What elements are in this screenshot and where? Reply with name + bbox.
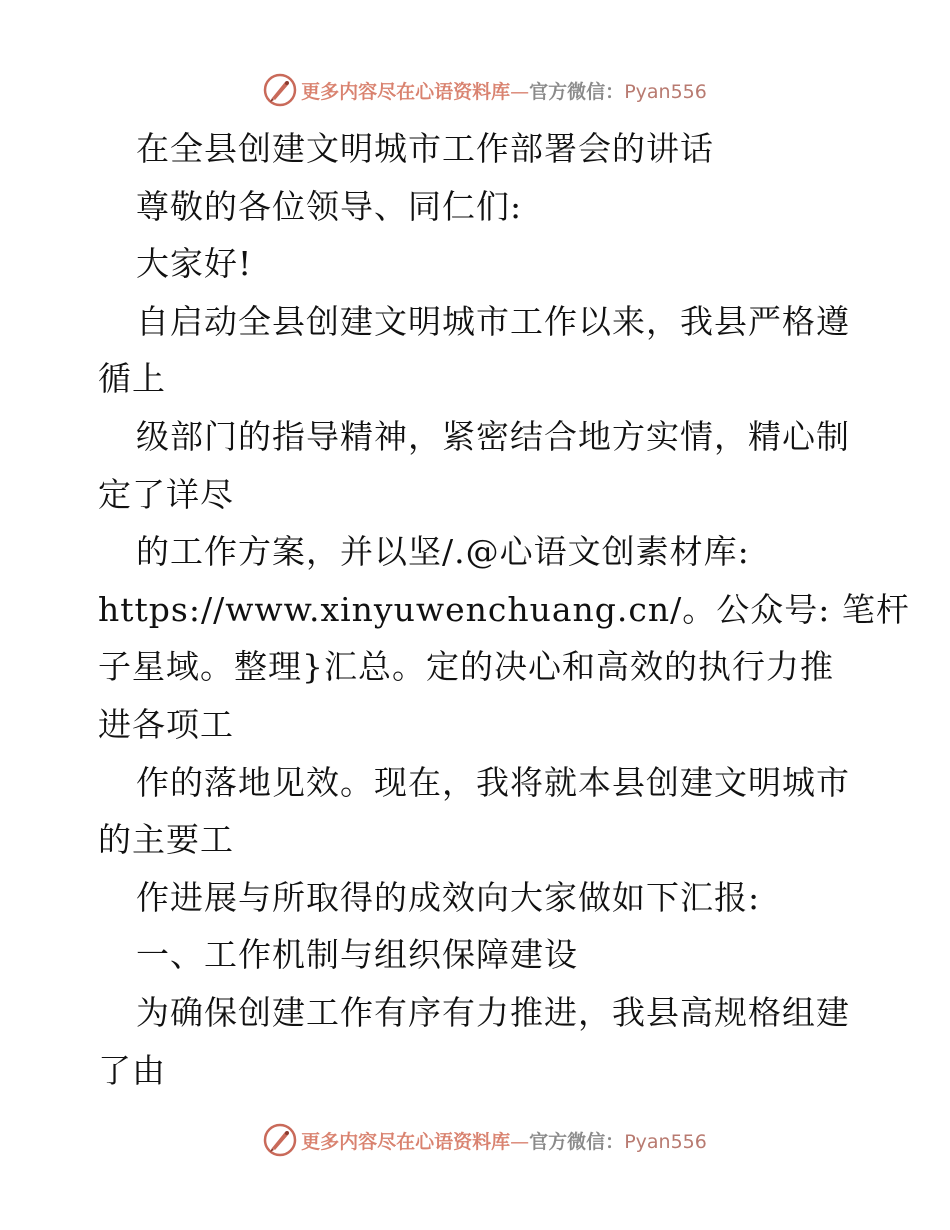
paragraph-line: 定了详尽 xyxy=(98,474,234,514)
watermark-suffix: 官方微信： xyxy=(529,1130,625,1153)
header-watermark-banner xyxy=(0,70,950,110)
quill-pen-logo-icon xyxy=(263,73,297,107)
paragraph-line: 一、工作机制与组织保障建设 xyxy=(136,935,578,975)
watermark-text xyxy=(301,1127,707,1154)
paragraph-line: 作的落地见效。现在，我将就本县创建文明城市 xyxy=(136,762,850,802)
paragraph-line: 的主要工 xyxy=(98,820,234,860)
paragraph-line: https://www.xinyuwenchuang.cn/。公众号: 笔杆 xyxy=(98,589,910,629)
document-body xyxy=(98,120,910,1099)
watermark-wechat-id: Pyan556 xyxy=(624,1130,707,1153)
watermark-suffix: 官方微信： xyxy=(529,80,625,103)
watermark-wechat-id: Pyan556 xyxy=(624,80,707,103)
watermark-dash: — xyxy=(510,80,530,103)
footer-watermark-banner xyxy=(0,1120,950,1160)
watermark-text xyxy=(301,77,707,104)
paragraph-line: 的工作方案，并以坚/.@心语文创素材库: xyxy=(136,532,750,572)
paragraph-line: 为确保创建工作有序有力推进，我县高规格组建 xyxy=(136,992,850,1032)
paragraph-line: 循上 xyxy=(98,359,166,399)
footer-watermark xyxy=(263,1123,707,1157)
paragraph-line: 级部门的指导精神，紧密结合地方实情，精心制 xyxy=(136,416,850,456)
watermark-prefix: 更多内容尽在心语资料库 xyxy=(301,1130,511,1153)
paragraph-line: 进各项工 xyxy=(98,704,234,744)
quill-pen-logo-icon xyxy=(263,1123,297,1157)
paragraph-line: 大家好! xyxy=(136,244,253,284)
paragraph-line: 子星域。整理}汇总。定的决心和高效的执行力推 xyxy=(98,647,834,687)
paragraph-line: 在全县创建文明城市工作部署会的讲话 xyxy=(136,129,714,168)
paragraph-line: 自启动全县创建文明城市工作以来，我县严格遵 xyxy=(136,301,850,341)
paragraph-line: 作进展与所取得的成效向大家做如下汇报: xyxy=(136,877,761,917)
paragraph-line: 了由 xyxy=(98,1050,166,1090)
paragraph-line: 尊敬的各位领导、同仁们: xyxy=(136,186,523,226)
watermark-prefix: 更多内容尽在心语资料库 xyxy=(301,80,511,103)
header-watermark xyxy=(263,73,707,107)
watermark-dash: — xyxy=(510,1130,530,1153)
